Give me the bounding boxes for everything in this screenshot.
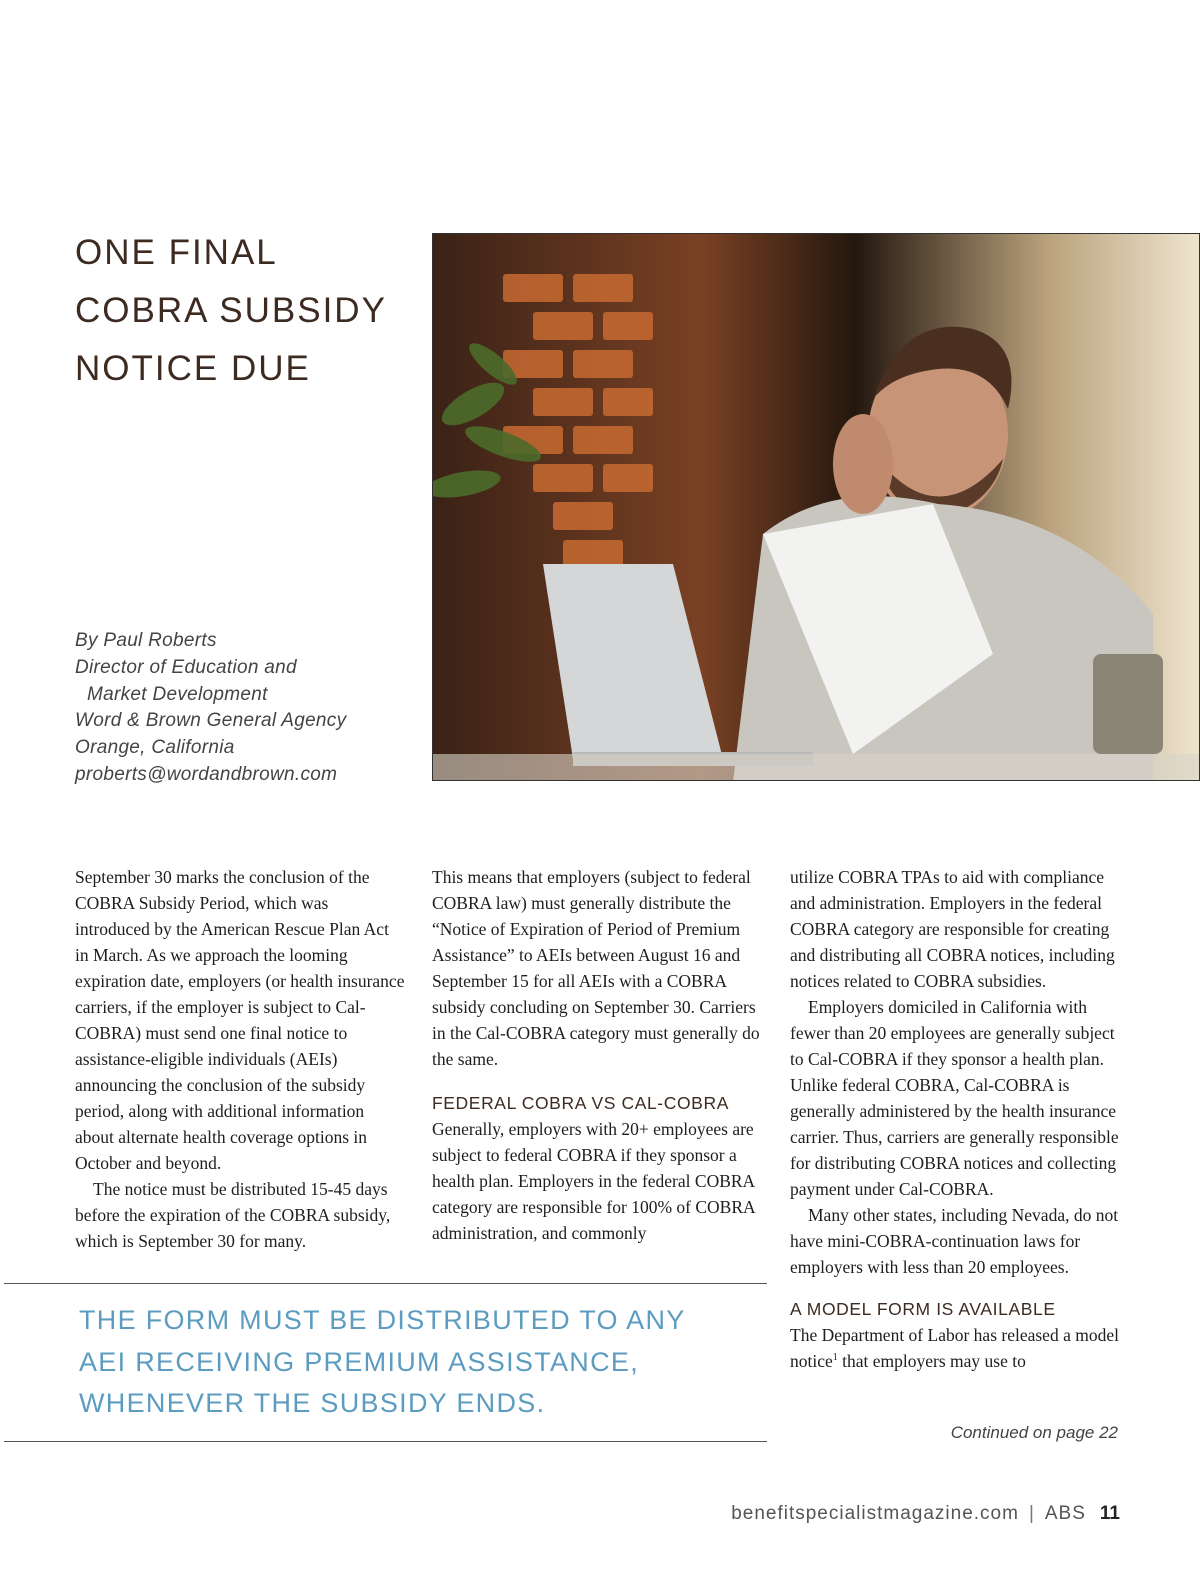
author-email[interactable]: proberts@wordandbrown.com bbox=[75, 763, 338, 785]
paragraph bbox=[790, 1322, 1120, 1374]
title-line: ONE FINAL bbox=[75, 233, 278, 272]
paragraph: Generally, employers with 20+ employees are subject to federal COBRA if they sponsor a health plan. Employers in the federal COBRA category are responsible for 100% of COBRA administration, and commonly bbox=[432, 1119, 755, 1243]
body-column-3 bbox=[790, 864, 1120, 1374]
author-title: Director of Education and bbox=[75, 656, 297, 678]
footnote-marker[interactable]: 1 bbox=[832, 1352, 838, 1364]
footer-magazine: ABS bbox=[1044, 1503, 1086, 1524]
pull-quote-bottom-rule bbox=[4, 1441, 767, 1442]
footer-site[interactable]: benefitspecialistmagazine.com bbox=[731, 1503, 1019, 1524]
section-heading: A MODEL FORM IS AVAILABLE bbox=[790, 1299, 1056, 1319]
paragraph-text: that employers may use to bbox=[837, 1351, 1026, 1371]
paragraph-text: The Department of Labor has released a model notice bbox=[790, 1325, 1119, 1371]
continued-note: Continued on page 22 bbox=[950, 1423, 1118, 1442]
author-location: Orange, California bbox=[75, 737, 235, 759]
photo-illustration bbox=[433, 234, 1200, 781]
paragraph: Many other states, including Nevada, do not have mini-COBRA-continuation laws for employers with less than 20 employees. bbox=[790, 1205, 1119, 1277]
body-column-2 bbox=[432, 864, 764, 1246]
paragraph: The notice must be distributed 15-45 days before the expiration of the COBRA subsidy, which is September 30 for many. bbox=[75, 1179, 391, 1251]
paragraph: Employers domiciled in California with fewer than 20 employees are generally subject to Cal-COBRA if they sponsor a health plan. Unlike federal COBRA, Cal-COBRA is generally administered by the health insurance carrier. Thus, carriers are generally responsible for distributing COBRA notices and collecting payment under Cal-COBRA. bbox=[790, 997, 1119, 1199]
pull-quote bbox=[79, 1300, 759, 1425]
author-company: Word & Brown General Agency bbox=[75, 710, 347, 732]
pull-quote-line: WHENEVER THE SUBSIDY ENDS. bbox=[79, 1388, 546, 1418]
pull-quote-top-rule bbox=[4, 1283, 767, 1284]
footer-separator: | bbox=[1028, 1503, 1035, 1524]
pull-quote-line: AEI RECEIVING PREMIUM ASSISTANCE, bbox=[79, 1346, 639, 1377]
pull-quote-line: THE FORM MUST BE DISTRIBUTED TO ANY bbox=[79, 1305, 686, 1335]
author-byline bbox=[75, 628, 415, 789]
section-heading: FEDERAL COBRA VS CAL-COBRA bbox=[432, 1093, 729, 1113]
page-number: 11 bbox=[1099, 1503, 1120, 1524]
article-title bbox=[75, 224, 415, 398]
author-name: By Paul Roberts bbox=[75, 630, 217, 651]
paragraph: utilize COBRA TPAs to aid with compliance and administration. Employers in the federal COBRA category are responsible for creating and distributing all COBRA notices, including notices related to COBRA subsidies. bbox=[790, 867, 1115, 991]
body-column-1 bbox=[75, 864, 405, 1254]
title-line: COBRA SUBSIDY bbox=[75, 291, 387, 330]
paragraph: This means that employers (subject to federal COBRA law) must generally distribute the “Notice of Expiration of Period of Premium Assistance” to AEIs between August 16 and September 15 for all AEIs with a COBRA subsidy concluding on September 30. Carriers in the Cal-COBRA category must generally do the same. bbox=[432, 867, 760, 1069]
article-photo bbox=[432, 233, 1200, 781]
paragraph: September 30 marks the conclusion of the COBRA Subsidy Period, which was introduced by the American Rescue Plan Act in March. As we approach the looming expiration date, employers (or health insurance carriers, if the employer is subject to Cal-COBRA) must send one final notice to assistance-eligible individuals (AEIs) announcing the conclusion of the subsidy period, along with additional information about alternate health coverage options in October and beyond. bbox=[75, 867, 405, 1173]
page-footer bbox=[731, 1503, 1120, 1525]
author-title-continued: Market Development bbox=[87, 683, 268, 705]
title-line: NOTICE DUE bbox=[75, 349, 311, 388]
